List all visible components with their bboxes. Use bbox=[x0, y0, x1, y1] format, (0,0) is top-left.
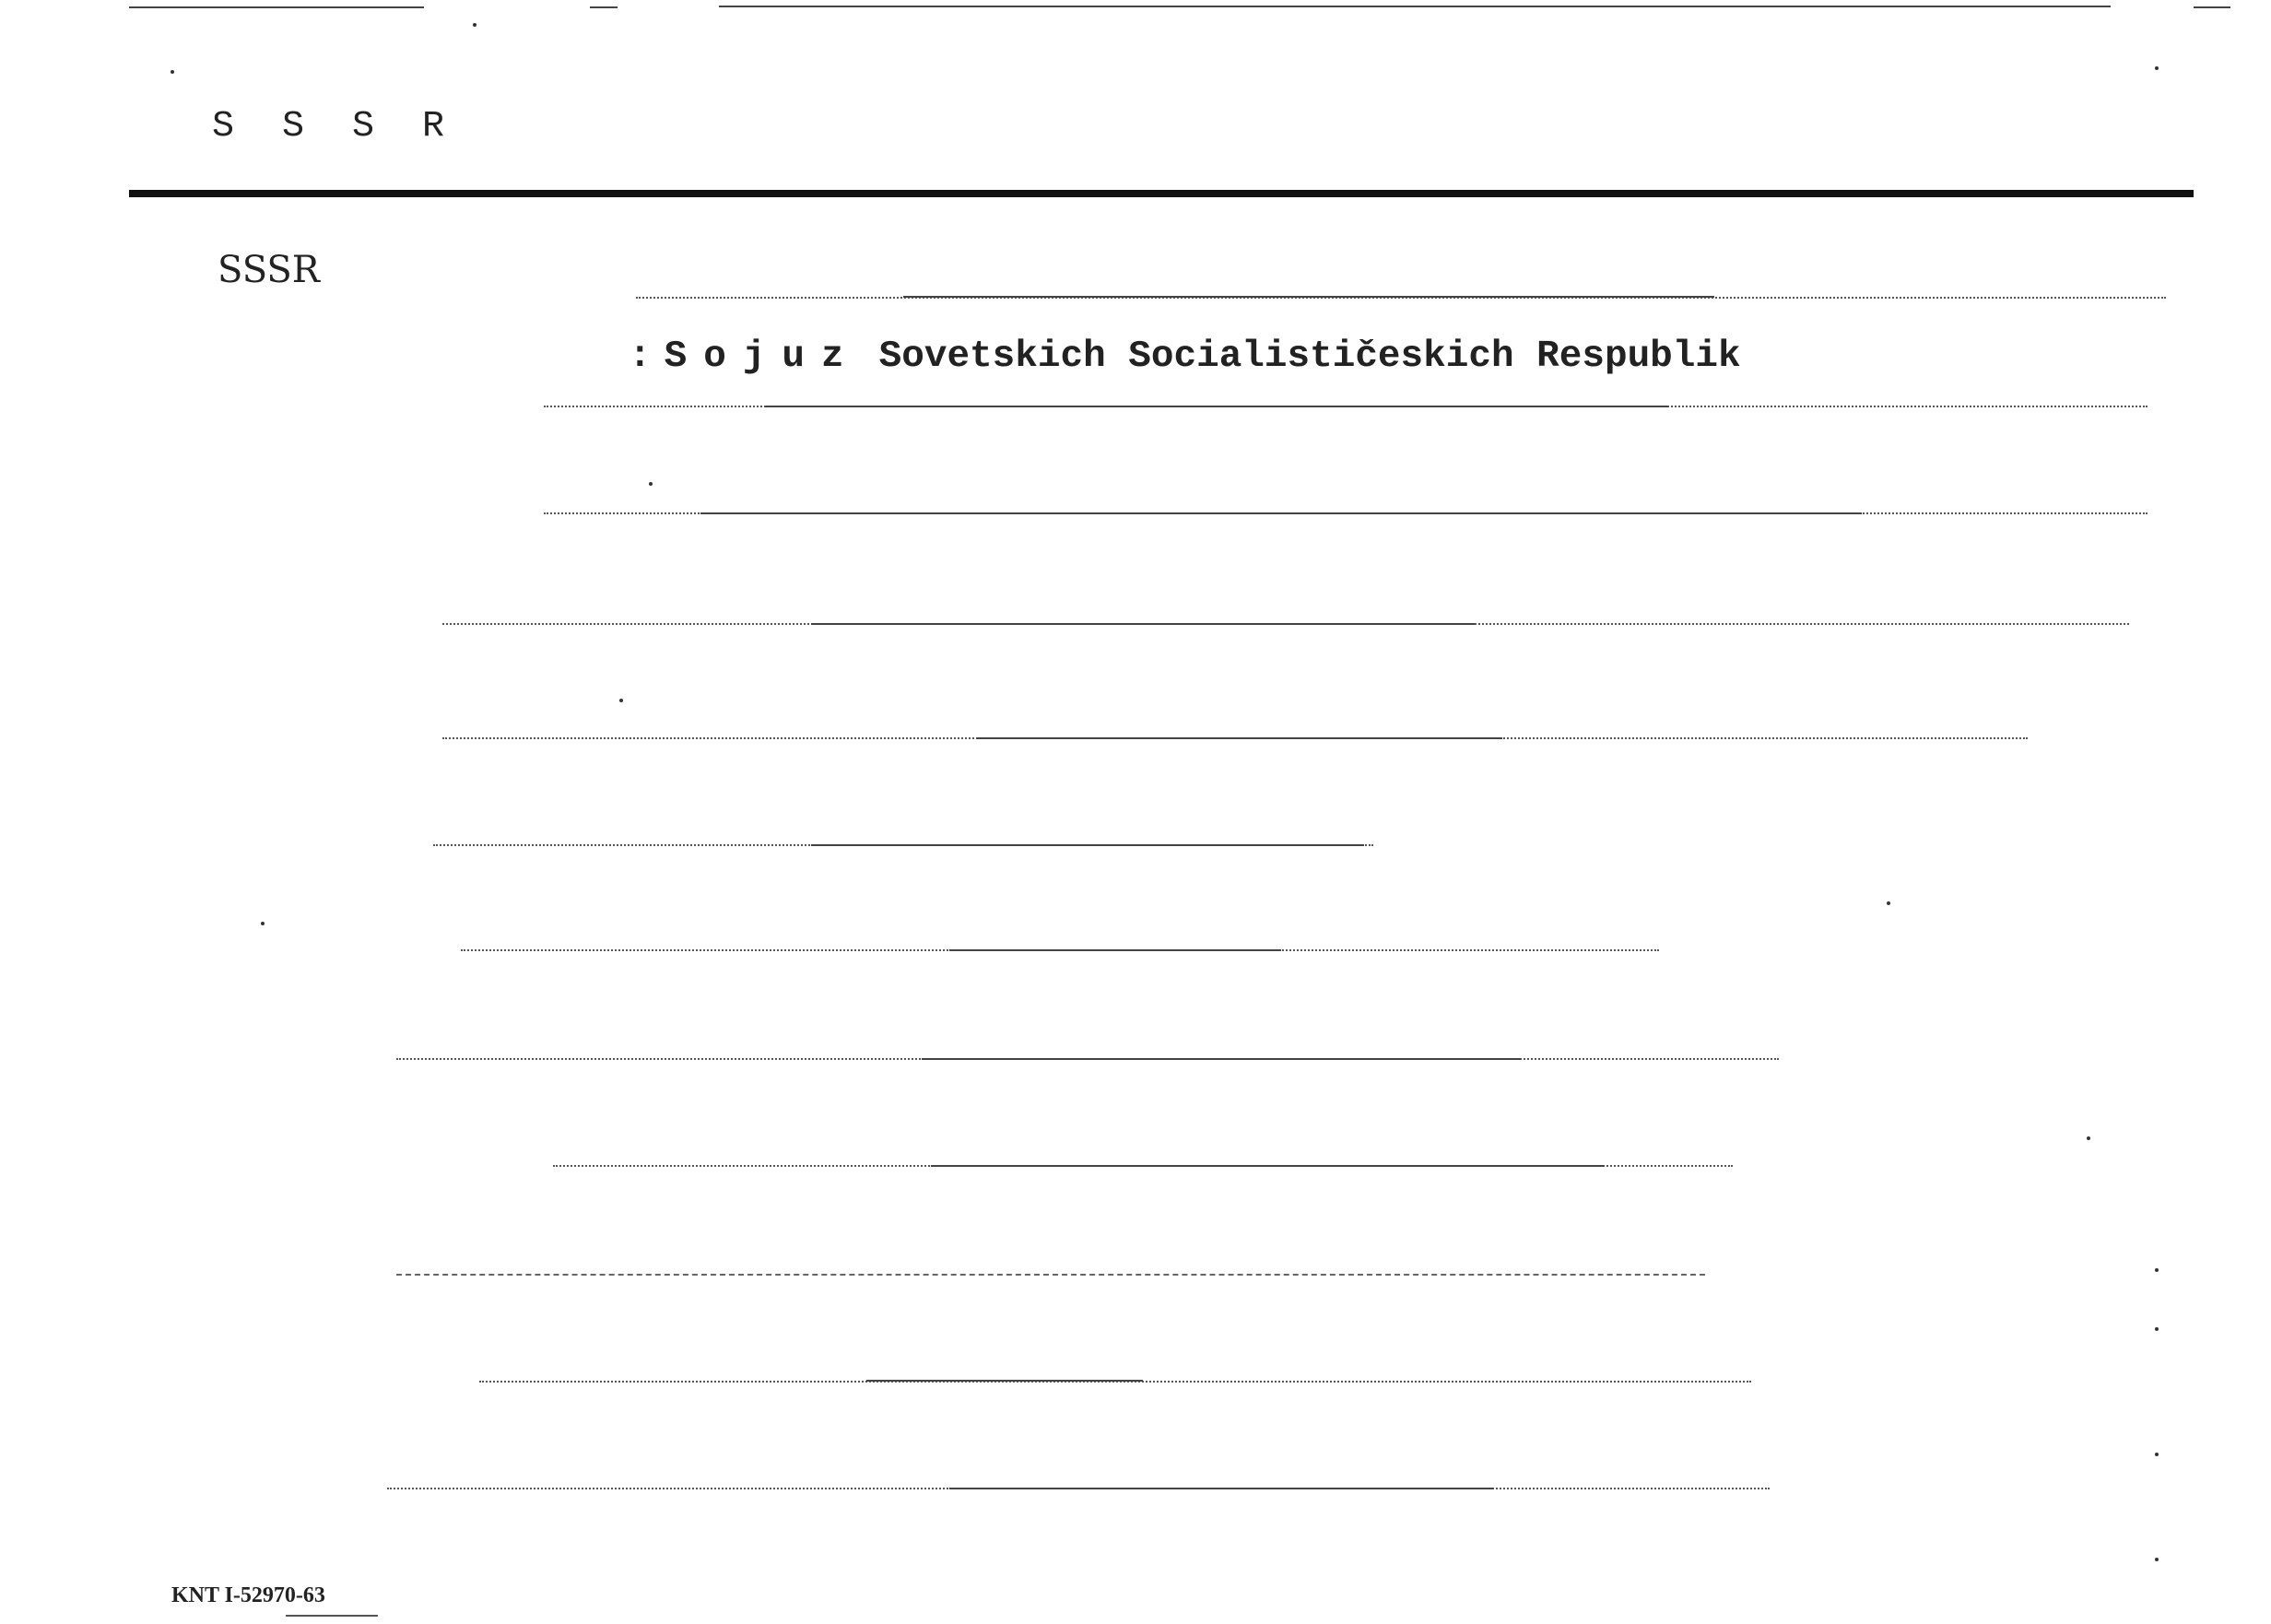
form-line bbox=[396, 1274, 1705, 1276]
scan-speck bbox=[2155, 1558, 2159, 1561]
country-abbreviation: SSSR bbox=[218, 249, 320, 291]
top-rule-segment bbox=[129, 6, 424, 8]
country-heading: S S S R bbox=[212, 106, 458, 147]
scan-speck bbox=[2155, 1453, 2159, 1456]
form-line bbox=[866, 1380, 1143, 1382]
form-line bbox=[811, 623, 1475, 625]
scan-speck bbox=[2155, 66, 2159, 70]
footer-underline bbox=[286, 1615, 378, 1617]
form-line bbox=[931, 1165, 1604, 1167]
form-line bbox=[949, 1488, 1493, 1489]
scan-speck bbox=[2155, 1327, 2159, 1331]
scan-speck bbox=[261, 922, 265, 925]
scan-speck bbox=[649, 482, 653, 486]
scan-speck bbox=[2087, 1136, 2090, 1140]
form-line bbox=[949, 949, 1281, 951]
scan-speck bbox=[171, 70, 174, 74]
full-name-colon: : bbox=[629, 335, 652, 378]
form-line bbox=[922, 1058, 1521, 1060]
form-line bbox=[811, 844, 1364, 846]
top-rule-segment bbox=[2194, 6, 2230, 8]
form-line bbox=[765, 406, 1668, 407]
form-line bbox=[700, 512, 1862, 514]
country-full-name bbox=[629, 335, 1741, 378]
scan-speck bbox=[1887, 901, 1890, 905]
full-name-spaced-word: Sojuz bbox=[664, 335, 861, 378]
top-rule-segment bbox=[719, 6, 2111, 7]
scan-speck bbox=[473, 23, 477, 27]
heading-divider bbox=[129, 190, 2194, 197]
scan-speck bbox=[2155, 1268, 2159, 1272]
form-line bbox=[977, 737, 1502, 739]
document-code: KNT I-52970-63 bbox=[171, 1583, 325, 1607]
top-rule-segment bbox=[590, 6, 618, 8]
form-line bbox=[903, 296, 1714, 298]
scan-speck bbox=[619, 699, 623, 702]
full-name-rest: Sovetskich Socialističeskich Respublik bbox=[878, 335, 1741, 378]
